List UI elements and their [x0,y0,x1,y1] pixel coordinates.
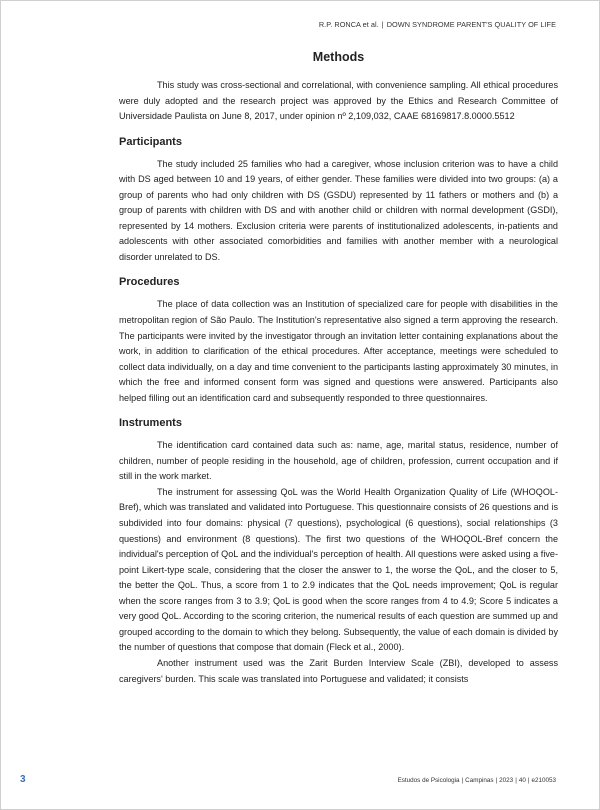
running-head-authors: R.P. RONCA et al. [318,20,379,29]
citation-separator: | [515,777,517,784]
citation-separator: | [461,777,464,784]
instruments-paragraph: Another instrument used was the Zarit Burden Interview Scale (ZBI), developed to assess caregivers' burden. This scale was translated into Portuguese and validated; it consists [119,657,558,684]
page-number: 3 [20,774,26,785]
instruments-paragraph: The identification card contained data such as: name, age, marital status, residence, number of children, number of people residing in the household, age of children, profession, current occupation and if still in the work market. [119,440,558,482]
citation-separator: | [527,777,530,784]
journal-citation [398,777,556,784]
journal-volume: 40 [518,777,526,784]
participants-paragraph: The study included 25 families who had a caregiver, whose inclusion criterion was to have a child with DS aged between 10 and 19 years, of either gender. These families were divided into two groups: (a) a group of parents who had only children with DS (GSDU) represented by 11 fathers or mothers and (b) a group of parents with children with DS and with another child or children with normal development (GSDI), represented by 14 mothers. Exclusion criteria were parents of institutionalized adolescents, in-patients and adolescents with other associated comorbidities and families with another member with a neurological disorder unrelated to DS. [119,158,558,262]
procedures-paragraph: The place of data collection was an Institution of specialized care for people with disabilities in the metropolitan region of São Paulo. The Institution's representative also signed a term approving the research. The participants were invited by the investigator through an invitation letter containing explanations about the work, in addition to clarification of the ethical procedures. After acceptance, meetings were scheduled to collect data individually, on a day and time convenient to the participants lasting approximately 30 minutes, in which the free and informed consent form was signed and questions were answered. Participants also helped filling out an identification card and subsequently responded to three questionnaires. [119,299,558,403]
running-head-separator: | [381,20,384,29]
instruments-heading: Instruments [119,417,182,430]
article-id: e210053 [531,777,556,784]
running-head [319,20,556,29]
article-body [119,49,558,687]
citation-separator: | [495,777,498,784]
section-title: Methods [312,50,365,64]
intro-paragraph: This study was cross-sectional and correlational, with convenience sampling. All ethical procedures were duly adopted and the research project was approved by the Ethics and Research Committee of Universidade Paulista on June 8, 2017, under opinion nº 2,109,032, CAAE 68169817.8.0000.5512 [119,80,558,122]
procedures-heading: Procedures [119,276,180,289]
instruments-paragraph: The instrument for assessing QoL was the World Health Organization Quality of Life (WHOQOL-Bref), which was translated and validated into Portuguese. This questionnaire consists of 26 questions and is subdivided into four domains: physical (7 questions), psychological (6 questions), social relationships (3 questions) and environment (8 questions). The first two questions of the WHOQOL-Bref concern the individual's perception of QoL and the individual's perception of health. All questions were asked using a five-point Likert-type scale, considering that the closer the answer to 1, the worse the QoL, and the closer to 5, the better the QoL. Thus, a score from 1 to 2.9 indicates that the QoL needs improvement; QoL is regular when the score ranges from 3 to 3.9; QoL is good when the score ranges from 4 to 4.9; Score 5 indicates a very good QoL. According to the scoring criterion, the numerical results of each question are summed up and grouped according to the domain to which they belong. Subsequently, the value of each domain is divided by the number of questions that compose that domain (Fleck et al., 2000). [119,486,558,653]
running-head-title: DOWN SYNDROME PARENT'S QUALITY OF LIFE [386,20,556,29]
journal-city: Campinas [465,777,494,784]
journal-name: Estudos de Psicologia [397,777,460,784]
journal-year: 2023 [499,777,514,784]
participants-heading: Participants [119,135,182,148]
